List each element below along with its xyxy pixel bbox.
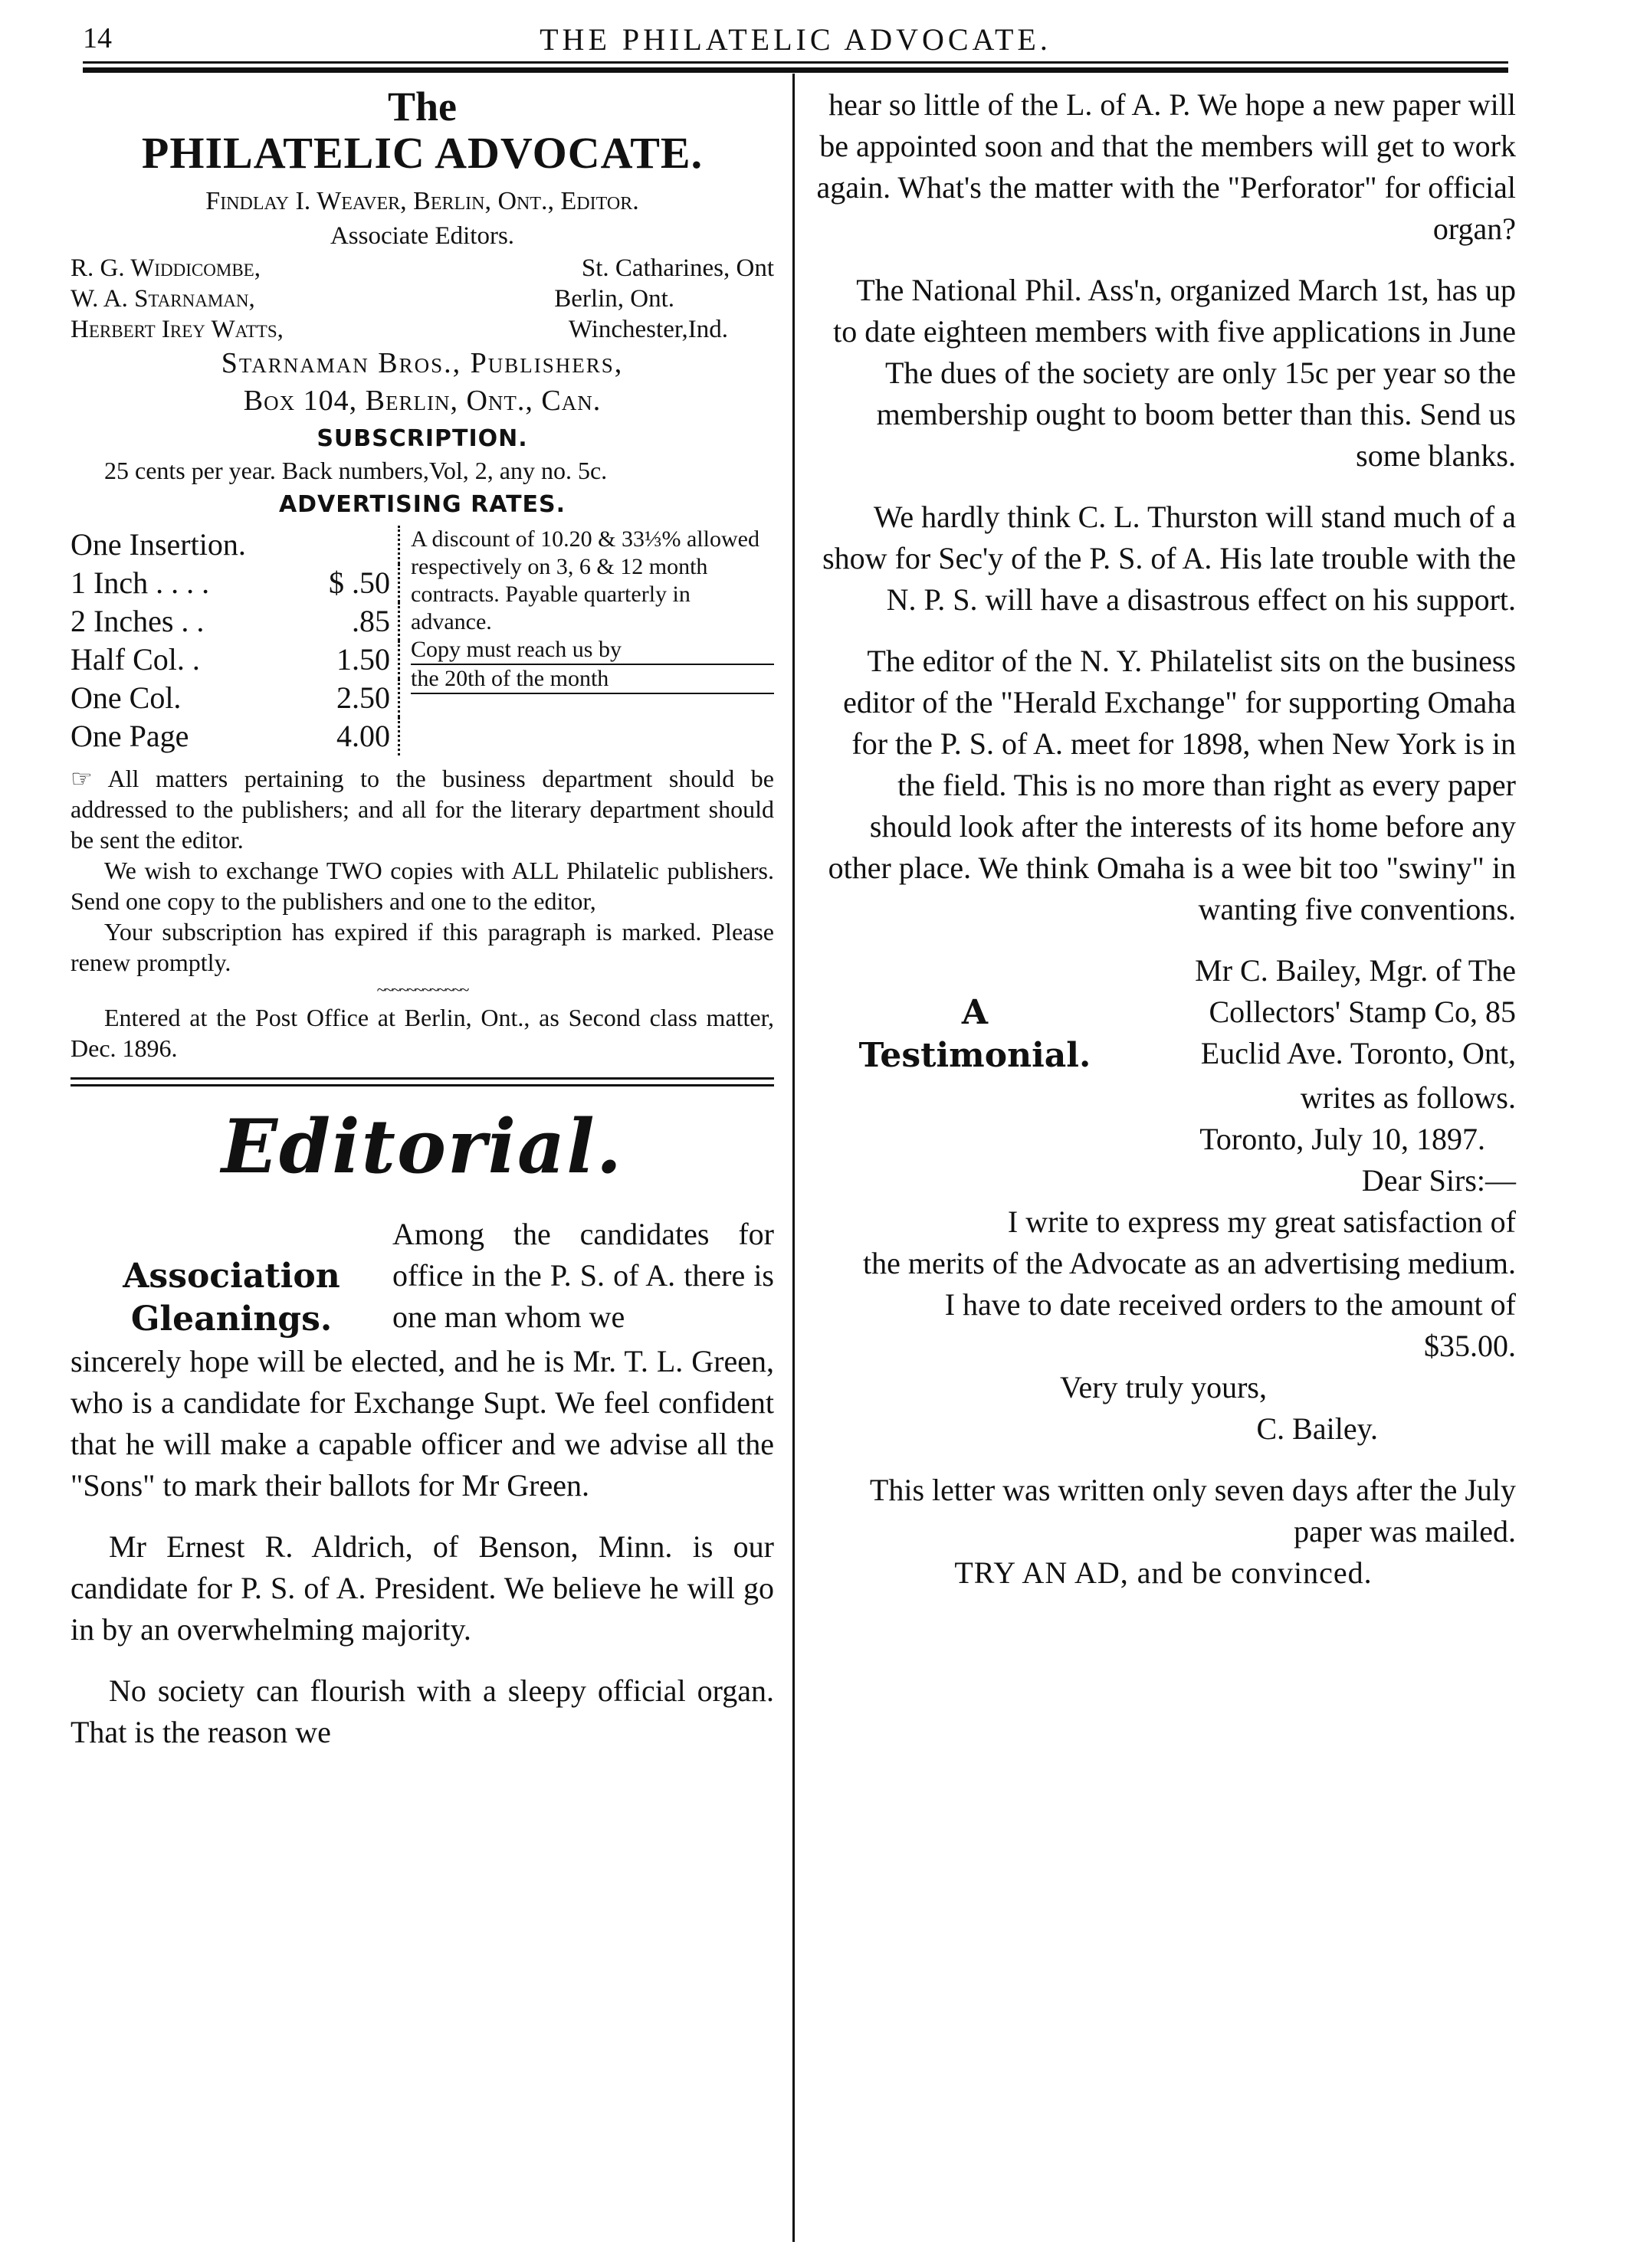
running-title: THE PHILATELIC ADVOCATE. [540, 22, 1051, 57]
masthead-title: PHILATELIC ADVOCATE. [141, 128, 704, 178]
rates-terms [400, 526, 774, 755]
rate-price: 1.50 [336, 642, 390, 677]
rate-row [71, 602, 400, 641]
business-notice [71, 763, 774, 855]
rate-row [71, 564, 400, 602]
editor-line: Findlay I. Weaver, Berlin, Ont., Editor. [205, 187, 639, 215]
rate-price: 4.00 [336, 719, 390, 753]
testimonial-intro-text: Mr C. Bailey, Mgr. of The Collectors' Stamp Co, 85 Euclid Ave. Toronto, Ont, [1195, 953, 1516, 1070]
association-gleanings-block [71, 1214, 774, 1341]
testimonial-writes-line: writes as follows. [1300, 1080, 1516, 1115]
letter-body-2: I have to date received orders to the amount of $35.00. [944, 1287, 1516, 1363]
entered-notice: Entered at the Post Office at Berlin, Ont., as Second class matter, Dec. 1896. [71, 1004, 774, 1062]
expired-notice: Your subscription has expired if this paragraph is marked. Please renew promptly. [71, 918, 774, 976]
rate-row [71, 641, 400, 679]
rate-row [71, 679, 400, 717]
discount-note: A discount of 10.20 & 33⅓% allowed respectively on 3, 6 & 12 month contracts. Payable quarterly in advance. [411, 526, 759, 634]
rate-label: Half Col. . [71, 642, 200, 677]
rate-price: $ .50 [329, 565, 390, 600]
association-intro-text: Among the candidates for office in the P. S. of A. there is one man whom we [392, 1217, 774, 1334]
editorial-heading: Editorial. [221, 1103, 624, 1190]
advertising-rates-table [71, 526, 774, 755]
subscription-text: 25 cents per year. Back numbers,Vol, 2, any no. 5c. [104, 457, 608, 484]
page-number: 14 [83, 22, 112, 54]
testimonial-block [811, 950, 1516, 1077]
rate-price: 2.50 [336, 680, 390, 715]
associate-place: Berlin, Ont. [554, 285, 674, 313]
letter-closing: Very truly yours, [1060, 1370, 1267, 1404]
associate-name: W. A. Starnaman, [71, 285, 255, 313]
pointing-hand-icon: ☞ [71, 765, 93, 792]
associate-editor-row [71, 284, 774, 314]
sidehead-line: A [961, 993, 989, 1032]
rate-price: .85 [352, 604, 390, 638]
associate-name: Herbert Irey Watts, [71, 316, 284, 343]
letter-date: Toronto, July 10, 1897. [1199, 1122, 1485, 1156]
publishers-line: Starnaman Bros., Publishers, [221, 347, 624, 379]
copy-note: Copy must reach us by [411, 636, 774, 665]
subscription-heading: SUBSCRIPTION. [317, 425, 528, 452]
associate-editors-heading: Associate Editors. [330, 222, 515, 250]
masthead-the: The [387, 84, 458, 129]
associate-place: Winchester,Ind. [568, 316, 728, 343]
rate-label: 2 Inches . . [71, 604, 205, 638]
associate-editor-row [71, 253, 774, 284]
try-an-ad-line: TRY AN AD, and be convinced. [954, 1555, 1373, 1590]
thurston-paragraph: We hardly think C. L. Thurston will stand much of a show for Sec'y of the P. S. of A. His late trouble with the N. P. S. will have a disastrous effect on his support. [822, 500, 1516, 617]
top-rule-thick [83, 67, 1508, 73]
business-notice-text: All matters pertaining to the business department should be addressed to the publishers; and all for the literary department should be sent the editor. [71, 765, 774, 854]
ny-editor-paragraph: The editor of the N. Y. Philatelist sits on the business editor of the "Herald Exchange" for supporting Omaha for the P. S. of A. meet for 1898, when New York is in the field. This is no more than right as every paper should look after the interests of its home before any other place. We think Omaha is a wee bit too "swiny" in wanting five conventions. [828, 644, 1516, 926]
rate-label: One Insertion. [71, 527, 246, 562]
exchange-notice: We wish to exchange TWO copies with ALL Philatelic publishers. Send one copy to the publishers and one to the editor, [71, 857, 774, 915]
rate-label: 1 Inch . . . . [71, 565, 210, 600]
rate-row [71, 526, 400, 564]
society-paragraph: No society can flourish with a sleepy official organ. That is the reason we [71, 1673, 774, 1749]
sidehead-line: Gleanings. [130, 1300, 333, 1339]
box-address-line: Box 104, Berlin, Ont., Can. [243, 385, 602, 417]
letter-signature: C. Bailey. [1256, 1411, 1378, 1446]
aldrich-paragraph: Mr Ernest R. Aldrich, of Benson, Minn. is our candidate for P. S. of A. President. We believe he will go in by an overwhelming majority. [71, 1529, 774, 1647]
left-column [71, 84, 774, 1773]
testimonial-sidehead [811, 950, 1139, 1077]
association-paragraph: sincerely hope will be elected, and he is Mr. T. L. Green, who is a candidate for Exchange Supt. We feel confident that he will make a capable officer and we advise all the "Sons" to mark their ballots for Mr Green. [71, 1344, 774, 1503]
letter-salutation: Dear Sirs:— [1361, 1163, 1516, 1198]
letter-body-1: I write to express my great satisfaction of the merits of the Advocate as an advertising medium. [863, 1204, 1516, 1280]
sidehead-line: Association [123, 1257, 340, 1296]
top-rule-thin [83, 61, 1508, 64]
running-head [83, 21, 1508, 61]
national-association-paragraph: The National Phil. Ass'n, organized March 1st, has up to date eighteen members with five applications in June The dues of the society are only 15c per year so the membership ought to boom better than this. Send us some blanks. [833, 273, 1516, 473]
associate-editor-row [71, 314, 774, 345]
masthead [71, 84, 774, 420]
after-letter-paragraph: This letter was written only seven days after the July paper was mailed. [869, 1473, 1516, 1549]
rate-row [71, 717, 400, 755]
rates-list [71, 526, 400, 755]
rate-label: One Col. [71, 680, 182, 715]
associate-name: R. G. Widdicombe, [71, 254, 261, 282]
rate-label: One Page [71, 719, 189, 753]
right-column [811, 84, 1516, 1594]
column-divider [792, 74, 795, 2242]
double-rule [71, 1077, 774, 1086]
wavy-divider: ~~~~~~~~~~~~ [376, 980, 468, 999]
society-paragraph-continued: hear so little of the L. of A. P. We hope a new paper will be appointed soon and that the members will get to work again. What's the matter with the "Perforator" for official organ? [816, 87, 1516, 246]
association-gleanings-sidehead [71, 1214, 392, 1341]
associate-place: St. Catharines, Ont [581, 254, 774, 282]
copy-deadline-note: the 20th of the month [411, 665, 774, 694]
sidehead-line: Testimonial. [858, 1036, 1091, 1075]
advertising-heading: ADVERTISING RATES. [278, 491, 566, 518]
